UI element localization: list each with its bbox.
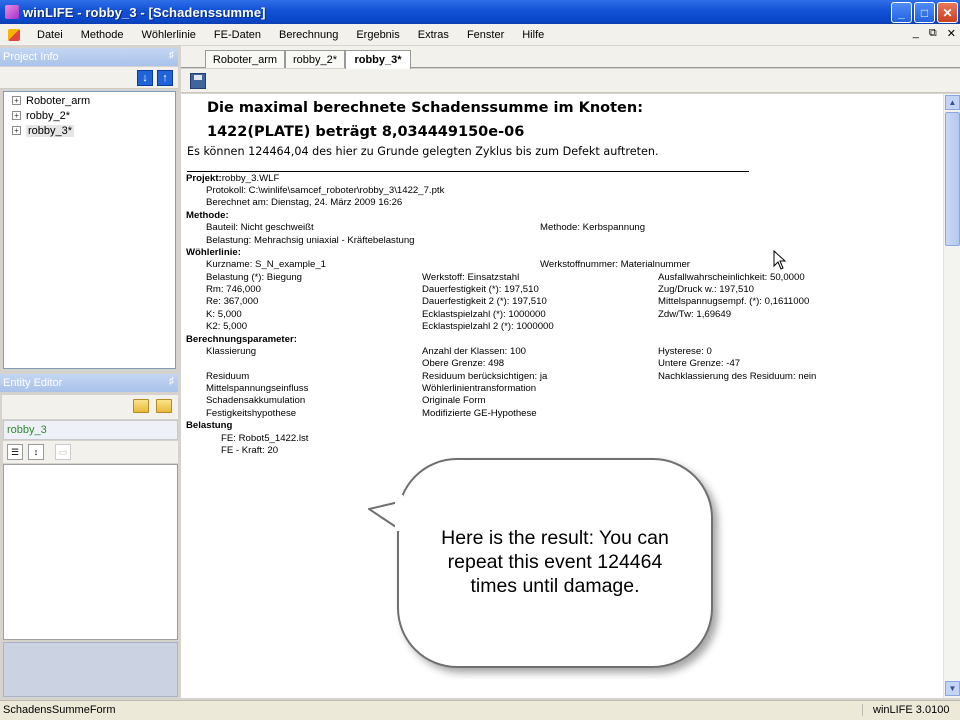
belastung-methode-text: Belastung: Mehrachsig uniaxial - Kräftebelastung (206, 235, 415, 246)
param-col2-row: Obere Grenze: 498 (422, 358, 505, 369)
status-form-name: SchadensSummeForm (3, 704, 116, 716)
menu-extras[interactable]: Extras (417, 28, 449, 41)
alphabetical-sort-icon[interactable]: ↕ (28, 444, 44, 460)
arrow-up-icon[interactable]: ↑ (157, 70, 173, 86)
methode-label: Methode: (186, 210, 229, 221)
projekt-value: robby_3.WLF (221, 173, 280, 184)
close-button[interactable]: ✕ (937, 2, 958, 23)
tree-item-label: robby_3* (28, 124, 73, 137)
window-title: winLIFE - robby_3 - [Schadenssumme] (23, 4, 266, 20)
project-info-title: Project Info (3, 51, 59, 63)
mdi-minimize-button[interactable]: _ (912, 27, 919, 39)
maximize-button[interactable]: □ (914, 2, 935, 23)
pin-icon[interactable]: ♯ (169, 376, 174, 387)
menu-fe-daten[interactable]: FE-Daten (213, 28, 261, 41)
tree-item-roboter-arm[interactable] (4, 93, 175, 108)
project-tree (3, 91, 176, 369)
menu-berechnung[interactable]: Berechnung (279, 28, 339, 41)
woehler-col2-row: Werkstoff: Einsatzstahl (422, 272, 520, 283)
entity-toolbar (2, 395, 178, 419)
param-col1-row: Residuum (206, 371, 250, 382)
param-col1-row: Schadensakkumulation (206, 395, 306, 406)
folder-new-icon[interactable] (133, 399, 149, 413)
woehler-col1-row: Belastung (*): Biegung (206, 272, 302, 283)
tab-robby-3[interactable]: robby_3* (345, 50, 411, 69)
menu-ergebnis[interactable]: Ergebnis (356, 28, 400, 41)
winlife-app-icon[interactable] (5, 5, 19, 19)
param-col2-row: Anzahl der Klassen: 100 (422, 346, 526, 357)
tab-roboter-arm[interactable]: Roboter_arm (205, 50, 285, 68)
woehler-col1-row: Re: 367,000 (206, 296, 259, 307)
woehler-col1-row: K2: 5,000 (206, 321, 248, 332)
scroll-thumb[interactable] (945, 112, 960, 246)
tree-item-label: robby_2* (26, 109, 71, 122)
menu-methode[interactable]: Methode (80, 28, 124, 41)
param-col1-row: Festigkeitshypothese (206, 408, 297, 419)
bauteil-text: Bauteil: Nicht geschweißt (206, 222, 314, 233)
callout-line: Here is the result: You can (441, 527, 669, 549)
expand-icon[interactable]: + (12, 111, 21, 120)
woehler-col2-row: Dauerfestigkeit (*): 197,510 (422, 284, 539, 295)
callout-line: repeat this event 124464 (447, 551, 663, 573)
fe-kraft-text: FE - Kraft: 20 (221, 445, 279, 456)
result-heading-line2: 1422(PLATE) beträgt 8,034449150e-06 (207, 124, 525, 140)
property-description (3, 642, 178, 697)
title-bar (0, 0, 960, 24)
separator-line (187, 171, 749, 172)
menu-fenster[interactable]: Fenster (466, 28, 505, 41)
callout-line: times until damage. (470, 575, 640, 597)
woehler-col2-row: Dauerfestigkeit 2 (*): 197,510 (422, 296, 547, 307)
fe-file-text: FE: Robot5_1422.lst (221, 433, 309, 444)
menu-hilfe[interactable]: Hilfe (522, 28, 545, 41)
vertical-scrollbar[interactable] (943, 94, 960, 698)
tab-robby-2[interactable]: robby_2* (285, 50, 345, 68)
belastung-label: Belastung (186, 420, 233, 431)
mdi-close-button[interactable]: ✕ (946, 28, 956, 40)
project-toolbar (0, 67, 178, 89)
menu-woehlerlinie[interactable]: Wöhlerlinie (141, 28, 196, 41)
arrow-down-icon[interactable]: ↓ (137, 70, 153, 86)
param-col3-row: Hysterese: 0 (658, 346, 712, 357)
result-heading-line1: Die maximal berechnete Schadenssumme im Knoten: (207, 100, 644, 116)
property-pages-icon[interactable]: ▭ (55, 444, 71, 460)
entity-editor-header (0, 374, 178, 392)
mouse-cursor-icon (773, 250, 787, 270)
status-version: winLIFE 3.0100 (862, 704, 958, 716)
kurzname-text: Kurzname: S_N_example_1 (206, 259, 326, 270)
scroll-down-icon[interactable]: ▼ (945, 681, 960, 696)
result-subline: Es können 124464,04 des hier zu Grunde gelegten Zyklus bis zum Defekt auftreten. (187, 145, 659, 158)
woehler-col3-row: Zug/Druck w.: 197,510 (658, 284, 754, 295)
werkstoffnummer-text: Werkstoffnummer: Materialnummer (540, 259, 690, 270)
param-col2-row: Residuum berücksichtigen: ja (422, 371, 548, 382)
menu-datei[interactable]: Datei (37, 28, 63, 41)
projekt-row (186, 173, 279, 184)
param-col3-row: Nachklassierung des Residuum: nein (658, 371, 817, 382)
minimize-button[interactable]: _ (891, 2, 912, 23)
project-info-header (0, 48, 178, 66)
param-col1-row: Mittelspannungseinfluss (206, 383, 309, 394)
berechnet-text: Berechnet am: Dienstag, 24. März 2009 16:26 (206, 197, 403, 208)
callout-text (397, 526, 713, 598)
document-tabs (181, 46, 960, 68)
document-menu-icon[interactable] (8, 29, 20, 41)
tree-item-label: Roboter_arm (26, 94, 91, 107)
protokoll-text: Protokoll: C:\winlife\samcef_roboter\robby_3\1422_7.ptk (206, 185, 445, 196)
woehler-col3-row: Mittelspannugsempf. (*): 0,1611000 (658, 296, 810, 307)
folder-open-icon[interactable] (156, 399, 172, 413)
woehler-col3-row: Ausfallwahrscheinlichkeit: 50,0000 (658, 272, 805, 283)
pin-icon[interactable]: ♯ (169, 50, 174, 61)
save-icon[interactable] (190, 73, 206, 89)
mdi-restore-button[interactable]: ⧉ (928, 27, 937, 39)
menu-bar (0, 24, 960, 46)
param-col2-row: Modifizierte GE-Hypothese (422, 408, 537, 419)
methode-value-text: Methode: Kerbspannung (540, 222, 646, 233)
categorized-icon[interactable]: ☰ (7, 444, 23, 460)
document-toolbar (181, 69, 960, 93)
expand-icon[interactable]: + (12, 96, 21, 105)
entity-editor-title: Entity Editor (3, 377, 63, 389)
woehler-col3-row: Zdw/Tw: 1,69649 (658, 309, 732, 320)
tree-item-robby-3[interactable] (4, 123, 175, 138)
berechnungsparameter-label: Berechnungsparameter: (186, 334, 297, 345)
woehler-col2-row: Ecklastspielzahl (*): 1000000 (422, 309, 546, 320)
status-bar (0, 700, 960, 720)
entity-selected-name: robby_3 (3, 420, 178, 440)
woehler-col2-row: Ecklastspielzahl 2 (*): 1000000 (422, 321, 554, 332)
expand-icon[interactable]: + (12, 126, 21, 135)
property-toolbar (3, 441, 178, 463)
woehler-col1-row: K: 5,000 (206, 309, 242, 320)
param-col2-row: Wöhlerlinientransformation (422, 383, 537, 394)
tree-item-robby-2[interactable] (4, 108, 175, 123)
property-grid[interactable] (3, 464, 178, 640)
scroll-up-icon[interactable]: ▲ (945, 95, 960, 110)
woehler-col1-row: Rm: 746,000 (206, 284, 261, 295)
param-col2-row: Originale Form (422, 395, 486, 406)
param-col3-row: Untere Grenze: -47 (658, 358, 741, 369)
param-col1-row: Klassierung (206, 346, 257, 357)
projekt-label: Projekt: (186, 173, 222, 184)
woehler-label: Wöhlerlinie: (186, 247, 241, 258)
